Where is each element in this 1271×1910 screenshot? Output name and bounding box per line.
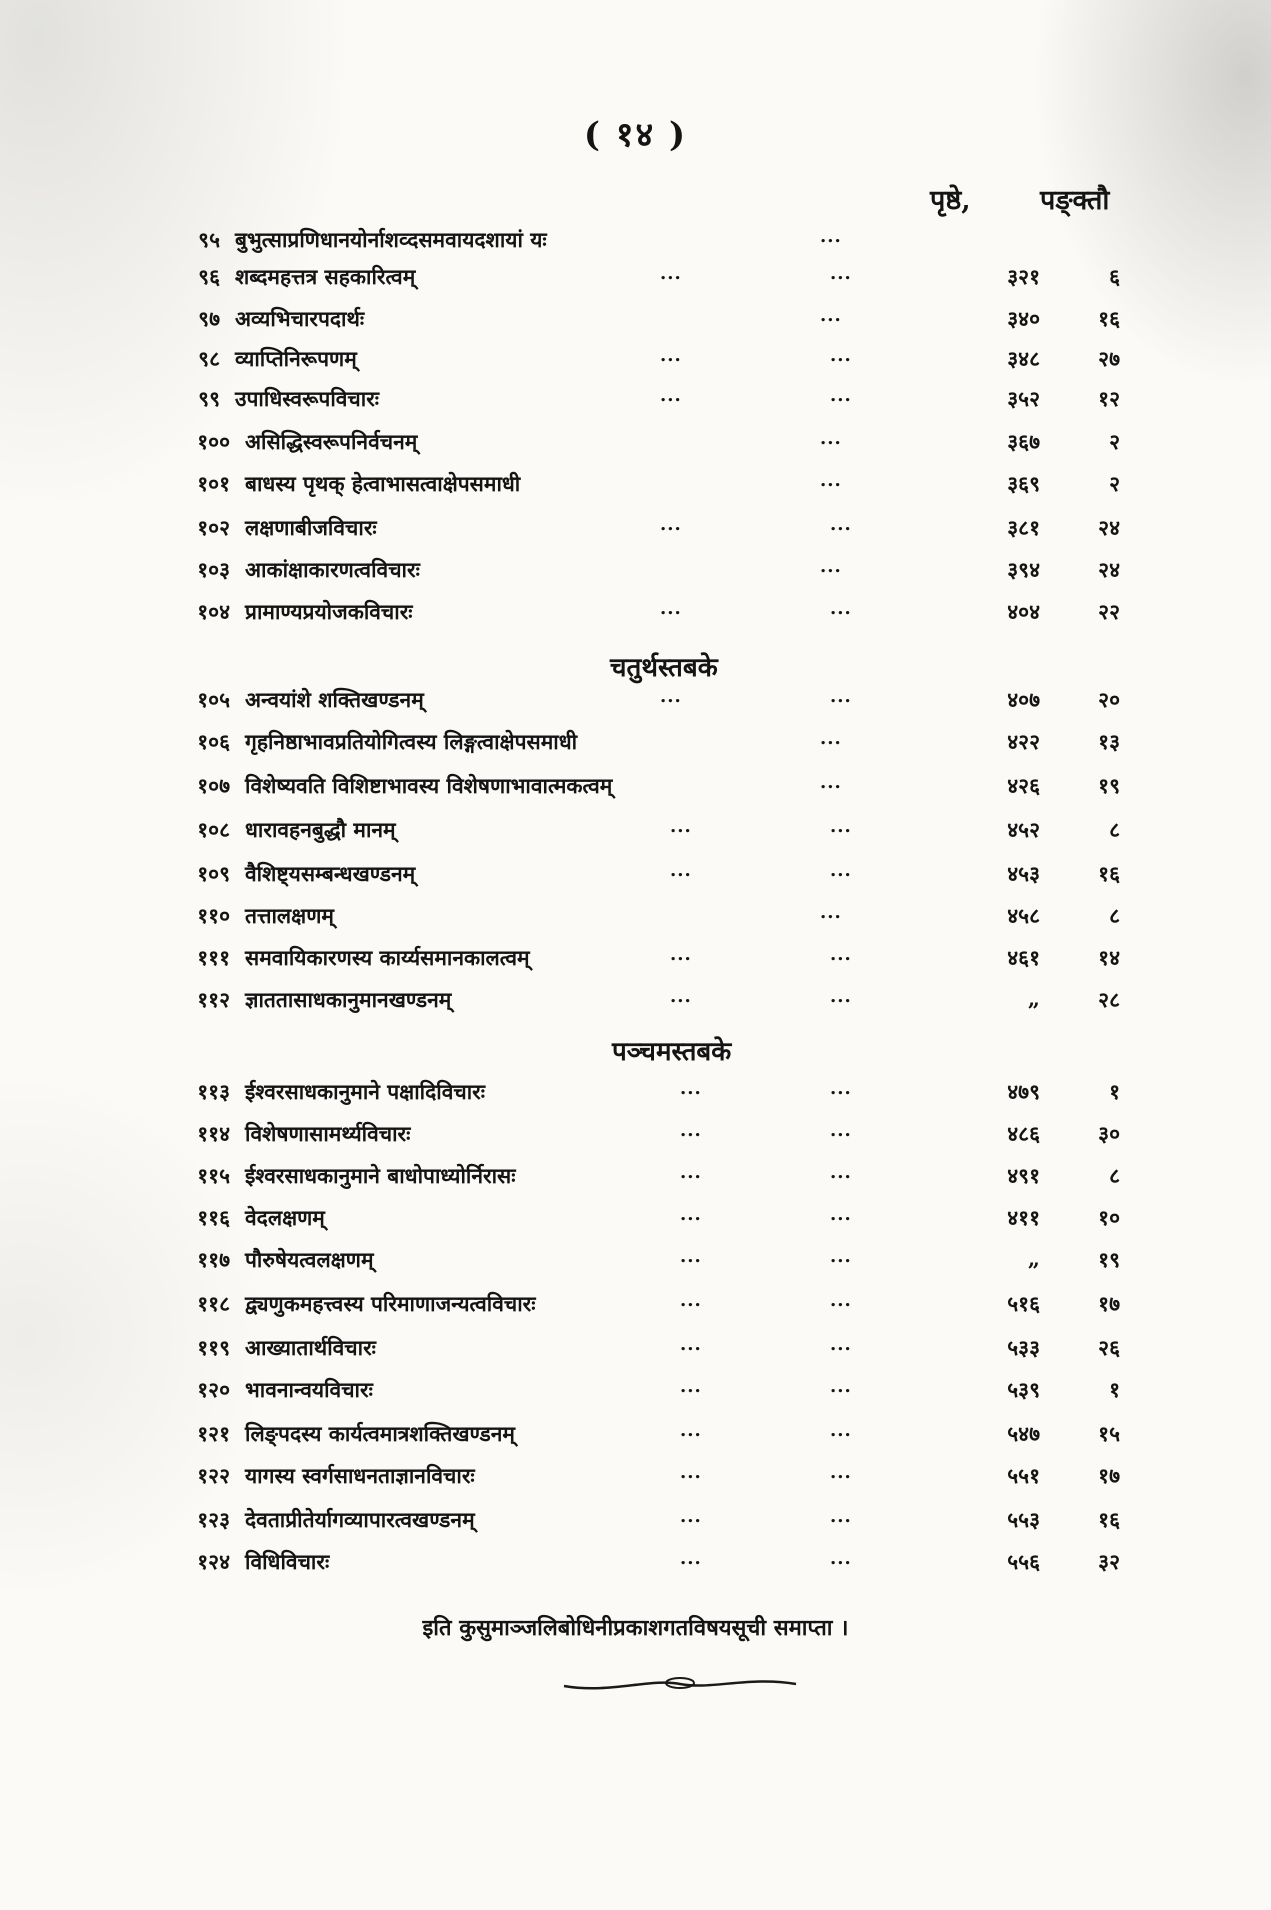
leader-dots: ... (830, 686, 852, 707)
toc-entry (0, 986, 1271, 1026)
entry-page: ४०७ (1007, 687, 1040, 712)
leader-dots: ... (680, 1120, 702, 1141)
leader-dots: ... (670, 986, 692, 1007)
entry-line: १ (1109, 1377, 1120, 1402)
leader-dots: ... (820, 728, 842, 749)
entry-line: १४ (1098, 945, 1120, 970)
leader-dots: ... (830, 263, 852, 284)
entry-number: १२२ (197, 1463, 230, 1488)
entry-line: ३२ (1098, 1549, 1120, 1574)
entry-number: १०० (197, 429, 230, 454)
leader-dots: ... (830, 1506, 852, 1527)
leader-dots: ... (660, 598, 682, 619)
entry-number: १२३ (197, 1507, 230, 1532)
entry-number: ९७ (198, 306, 220, 331)
leader-dots: ... (830, 1078, 852, 1099)
entry-number: १०६ (197, 729, 230, 754)
entry-page: ४५२ (1007, 817, 1040, 842)
entry-page: ५५१ (1007, 1463, 1040, 1488)
entry-page: ४५३ (1007, 861, 1040, 886)
entry-number: १०३ (197, 557, 230, 582)
leader-dots: ... (680, 1204, 702, 1225)
entry-title: आकांक्षाकारणत्वविचारः (245, 557, 420, 582)
entry-page: ५४७ (1007, 1421, 1040, 1446)
leader-dots: ... (680, 1290, 702, 1311)
entry-line: २८ (1098, 987, 1120, 1012)
entry-title: देवताप्रीतेर्यागव्यापारत्वखण्डनम् (245, 1507, 475, 1532)
leader-dots: ... (830, 1548, 852, 1569)
entry-title: गृहनिष्ठाभावप्रतियोगित्वस्य लिङ्गत्वाक्षेपसमाधी (245, 729, 578, 754)
toc-entry (0, 1120, 1271, 1160)
entry-page: ५३३ (1007, 1335, 1040, 1360)
entry-number: १०५ (197, 687, 230, 712)
leader-dots: ... (830, 1462, 852, 1483)
entry-number: १२१ (197, 1421, 230, 1446)
toc-entry (0, 1548, 1271, 1588)
entry-page: ३४० (1007, 306, 1040, 331)
toc-entry (0, 902, 1271, 942)
toc-entry (0, 1376, 1271, 1416)
entry-number: ९९ (198, 386, 220, 411)
entry-line: २४ (1098, 515, 1120, 540)
entry-line: १३ (1098, 729, 1120, 754)
leader-dots: ... (820, 226, 842, 247)
toc-entry (0, 772, 1271, 812)
entry-number: १०८ (197, 817, 230, 842)
entry-page: ४९१ (1007, 1163, 1040, 1188)
entry-number: १०७ (197, 773, 230, 798)
leader-dots: ... (680, 1376, 702, 1397)
entry-title: द्व्यणुकमहत्त्वस्य परिमाणाजन्यत्वविचारः (245, 1291, 536, 1316)
entry-line: २४ (1098, 557, 1120, 582)
entry-page: ३९४ (1007, 557, 1040, 582)
entry-page: ४०४ (1007, 599, 1040, 624)
toc-entry (0, 470, 1271, 510)
leader-dots: ... (680, 1246, 702, 1267)
leader-dots: ... (830, 1162, 852, 1183)
toc-entry (0, 1334, 1271, 1374)
entry-page: „ (1027, 1246, 1040, 1271)
entry-page: ५५३ (1007, 1507, 1040, 1532)
entry-title: उपाधिस्वरूपविचारः (235, 386, 380, 411)
entry-title: अन्वयांशे शक्तिखण्डनम् (245, 687, 424, 712)
entry-page: ५१६ (1007, 1291, 1040, 1316)
leader-dots: ... (830, 944, 852, 965)
leader-dots: ... (680, 1420, 702, 1441)
leader-dots: ... (660, 686, 682, 707)
toc-entry (0, 263, 1271, 303)
entry-title: असिद्धिस्वरूपनिर्वचनम् (245, 429, 418, 454)
entry-line: ८ (1109, 903, 1120, 928)
entry-title: वेदलक्षणम् (245, 1205, 325, 1230)
entry-title: वैशिष्ट्यसम्बन्धखण्डनम् (245, 861, 416, 886)
entry-number: १०४ (197, 599, 230, 624)
entry-number: १०९ (197, 861, 230, 886)
entry-page: ५५६ (1007, 1549, 1040, 1574)
toc-entry (0, 226, 1271, 266)
toc-entry (0, 728, 1271, 768)
page-number: ( १४ ) (583, 115, 688, 155)
line-column-header: पङ्क्तौ (1040, 185, 1110, 216)
entry-title: यागस्य स्वर्गसाधनताज्ञानविचारः (245, 1463, 475, 1488)
entry-line: १६ (1098, 306, 1120, 331)
entry-title: धारावहनबुद्धौ मानम् (245, 817, 396, 842)
entry-line: २६ (1098, 1335, 1120, 1360)
entry-page: ३२१ (1007, 264, 1040, 289)
toc-entry (0, 1506, 1271, 1546)
toc-entry (0, 1246, 1271, 1286)
entry-line: १० (1098, 1205, 1120, 1230)
leader-dots: ... (660, 514, 682, 535)
toc-entry (0, 1078, 1271, 1118)
leader-dots: ... (680, 1334, 702, 1355)
entry-page: ४६१ (1007, 945, 1040, 970)
leader-dots: ... (660, 385, 682, 406)
toc-entry (0, 598, 1271, 638)
leader-dots: ... (830, 816, 852, 837)
leader-dots: ... (670, 944, 692, 965)
entry-page: ४२६ (1007, 773, 1040, 798)
entry-title: विशेषणासामर्थ्यविचारः (245, 1121, 411, 1146)
leader-dots: ... (820, 428, 842, 449)
entry-line: १ (1109, 1079, 1120, 1104)
entry-number: ९६ (198, 264, 220, 289)
entry-line: १९ (1098, 773, 1120, 798)
page-column-header: पृष्ठे, (930, 185, 971, 216)
entry-title: बाधस्य पृथक् हेत्वाभासत्वाक्षेपसमाधी (245, 471, 521, 496)
toc-entry (0, 860, 1271, 900)
entry-title: लक्षणाबीजविचारः (245, 515, 377, 540)
entry-title: ज्ञाततासाधकानुमानखण्डनम् (245, 987, 452, 1012)
entry-number: ११७ (197, 1247, 230, 1272)
entry-page: ४७९ (1007, 1079, 1040, 1104)
entry-line: १२ (1098, 386, 1120, 411)
entry-number: १०१ (197, 471, 230, 496)
entry-title: अव्यभिचारपदार्थः (235, 306, 365, 331)
leader-dots: ... (830, 860, 852, 881)
entry-page: „ (1027, 986, 1040, 1011)
entry-title: ईश्वरसाधकानुमाने बाधोपाध्योर्निरासः (245, 1163, 516, 1188)
entry-page: ३८१ (1007, 515, 1040, 540)
leader-dots: ... (830, 514, 852, 535)
entry-number: ११८ (197, 1291, 230, 1316)
entry-title: ईश्वरसाधकानुमाने पक्षादिविचारः (245, 1079, 485, 1104)
toc-entry (0, 1162, 1271, 1202)
entry-page: ४२२ (1007, 729, 1040, 754)
entry-page: ३५२ (1007, 386, 1040, 411)
entry-number: १२० (197, 1377, 230, 1402)
toc-entry (0, 385, 1271, 425)
entry-page: ३४८ (1007, 346, 1040, 371)
closing-line: इति कुसुमाञ्जलिबोधिनीप्रकाशगतविषयसूची समाप्ता । (422, 1615, 849, 1641)
section-heading-fifth: पञ्चमस्तबके (612, 1037, 732, 1067)
entry-title: शब्दमहत्तत्र सहकारित्वम् (235, 264, 416, 289)
entry-line: १७ (1098, 1463, 1120, 1488)
leader-dots: ... (830, 1334, 852, 1355)
leader-dots: ... (680, 1506, 702, 1527)
toc-entry (0, 514, 1271, 554)
leader-dots: ... (830, 1376, 852, 1397)
leader-dots: ... (820, 305, 842, 326)
leader-dots: ... (820, 772, 842, 793)
entry-page: ४५८ (1007, 903, 1040, 928)
leader-dots: ... (830, 1420, 852, 1441)
toc-entry (0, 1290, 1271, 1330)
leader-dots: ... (830, 385, 852, 406)
leader-dots: ... (820, 556, 842, 577)
entry-line: २० (1098, 687, 1120, 712)
entry-number: ९५ (198, 227, 220, 252)
section-heading-fourth: चतुर्थस्तबके (610, 653, 718, 683)
entry-title: बुभुत्साप्रणिधानयोर्नाशव्दसमवायदशायां यः (235, 227, 547, 252)
toc-entry (0, 1420, 1271, 1460)
leader-dots: ... (830, 1204, 852, 1225)
entry-number: ११५ (197, 1163, 230, 1188)
toc-entry (0, 345, 1271, 385)
entry-number: १०२ (197, 515, 230, 540)
entry-line: ८ (1109, 1163, 1120, 1188)
entry-number: ११९ (197, 1335, 230, 1360)
leader-dots: ... (830, 598, 852, 619)
leader-dots: ... (830, 1120, 852, 1141)
entry-line: ६ (1109, 264, 1120, 289)
leader-dots: ... (820, 470, 842, 491)
entry-line: २७ (1098, 346, 1120, 371)
entry-page: ५३९ (1007, 1377, 1040, 1402)
entry-title: लिङ्पदस्य कार्यत्वमात्रशक्तिखण्डनम् (245, 1421, 515, 1446)
entry-title: भावनान्वयविचारः (245, 1377, 373, 1402)
entry-number: १११ (197, 945, 230, 970)
entry-title: पौरुषेयत्वलक्षणम् (245, 1247, 374, 1272)
entry-number: ११४ (197, 1121, 230, 1146)
leader-dots: ... (680, 1548, 702, 1569)
entry-line: १६ (1098, 861, 1120, 886)
entry-page: ४८६ (1007, 1121, 1040, 1146)
entry-line: २२ (1098, 599, 1120, 624)
toc-entry (0, 816, 1271, 856)
leader-dots: ... (680, 1162, 702, 1183)
toc-entry (0, 305, 1271, 345)
entry-title: विशेष्यवति विशिष्टाभावस्य विशेषणाभावात्मकत्वम् (245, 773, 613, 798)
leader-dots: ... (680, 1078, 702, 1099)
leader-dots: ... (660, 263, 682, 284)
toc-entry (0, 428, 1271, 468)
toc-entry (0, 556, 1271, 596)
leader-dots: ... (680, 1462, 702, 1483)
entry-number: १२४ (197, 1549, 230, 1574)
entry-title: व्याप्तिनिरूपणम् (235, 346, 357, 371)
entry-number: ११३ (197, 1079, 230, 1104)
toc-entry (0, 1204, 1271, 1244)
entry-number: ११६ (197, 1205, 230, 1230)
leader-dots: ... (830, 986, 852, 1007)
entry-title: आख्यातार्थविचारः (245, 1335, 376, 1360)
leader-dots: ... (670, 860, 692, 881)
entry-line: २ (1109, 471, 1120, 496)
entry-line: ३० (1098, 1121, 1120, 1146)
leader-dots: ... (830, 345, 852, 366)
entry-title: प्रामाण्यप्रयोजकविचारः (245, 599, 413, 624)
entry-line: १९ (1098, 1247, 1120, 1272)
entry-title: विधिविचारः (245, 1549, 330, 1574)
leader-dots: ... (830, 1246, 852, 1267)
toc-entry (0, 686, 1271, 726)
entry-number: ११० (197, 903, 230, 928)
leader-dots: ... (660, 345, 682, 366)
entry-page: ४११ (1007, 1205, 1040, 1230)
entry-line: १५ (1098, 1421, 1120, 1446)
leader-dots: ... (830, 1290, 852, 1311)
toc-entry (0, 944, 1271, 984)
entry-line: १६ (1098, 1507, 1120, 1532)
entry-line: १७ (1098, 1291, 1120, 1316)
entry-number: ९८ (198, 346, 220, 371)
leader-dots: ... (820, 902, 842, 923)
ornament-flourish (560, 1672, 800, 1696)
entry-page: ३६९ (1007, 471, 1040, 496)
toc-entry (0, 1462, 1271, 1502)
entry-title: तत्तालक्षणम् (245, 903, 334, 928)
entry-page: ३६७ (1007, 429, 1040, 454)
leader-dots: ... (670, 816, 692, 837)
entry-number: ११२ (197, 987, 230, 1012)
entry-line: २ (1109, 429, 1120, 454)
entry-title: समवायिकारणस्य कार्य्यसमानकालत्वम् (245, 945, 530, 970)
entry-line: ८ (1109, 817, 1120, 842)
